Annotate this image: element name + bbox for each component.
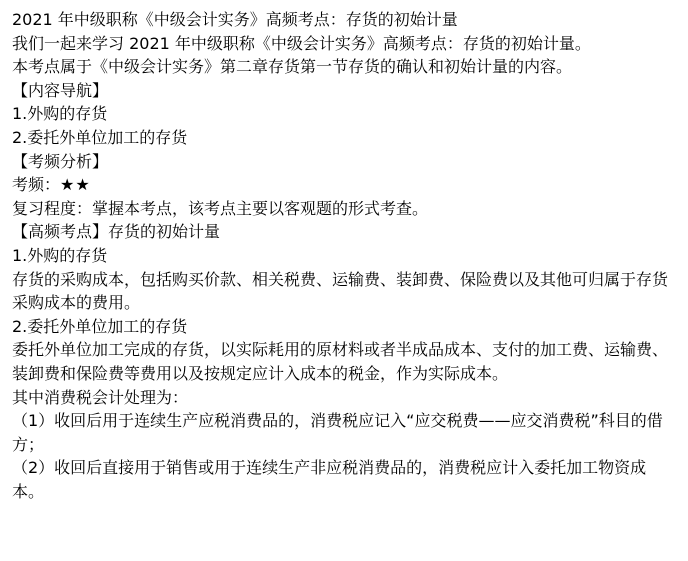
consumption-tax-case-1: （1）收回后用于连续生产应税消费品的，消费税应记入“应交税费——应交消费税”科目的借方； [12, 411, 663, 454]
consumption-tax-case-2: （2）收回后直接用于销售或用于连续生产非应税消费品的，消费税应计入委托加工物资成本。 [12, 458, 647, 501]
key-point-heading: 【高频考点】存货的初始计量 [12, 222, 221, 242]
content-nav-heading: 【内容导航】 [12, 80, 109, 100]
intro-paragraph-1: 我们一起来学习 2021 年中级职称《中级会计实务》高频考点：存货的初始计量。 [12, 33, 591, 53]
review-level: 复习程度：掌握本考点，该考点主要以客观题的形式考查。 [12, 198, 429, 218]
section-1-body: 存货的采购成本，包括购买价款、相关税费、运输费、装卸费、保险费以及其他可归属于存货采购成本的费用。 [12, 269, 669, 313]
article-body [12, 8, 676, 503]
article-title: 2021 年中级职称《中级会计实务》高频考点：存货的初始计量 [12, 10, 458, 29]
frequency-analysis-heading: 【考频分析】 [12, 151, 109, 171]
exam-frequency [12, 173, 676, 197]
nav-item-purchased-inventory: 1.外购的存货 [12, 104, 108, 124]
star-rating-icon: ★★ [60, 175, 91, 195]
section-2-title: 2.委托外单位加工的存货 [12, 316, 188, 336]
frequency-label: 考频： [12, 175, 61, 195]
consumption-tax-intro: 其中消费税会计处理为： [12, 387, 189, 407]
section-1-title: 1.外购的存货 [12, 245, 108, 265]
intro-paragraph-2: 本考点属于《中级会计实务》第二章存货第一节存货的确认和初始计量的内容。 [12, 57, 573, 77]
nav-item-consigned-processing: 2.委托外单位加工的存货 [12, 127, 188, 147]
section-2-body: 委托外单位加工完成的存货，以实际耗用的原材料或者半成品成本、支付的加工费、运输费、装卸费和保险费等费用以及按规定应计入成本的税金，作为实际成本。 [12, 340, 669, 383]
